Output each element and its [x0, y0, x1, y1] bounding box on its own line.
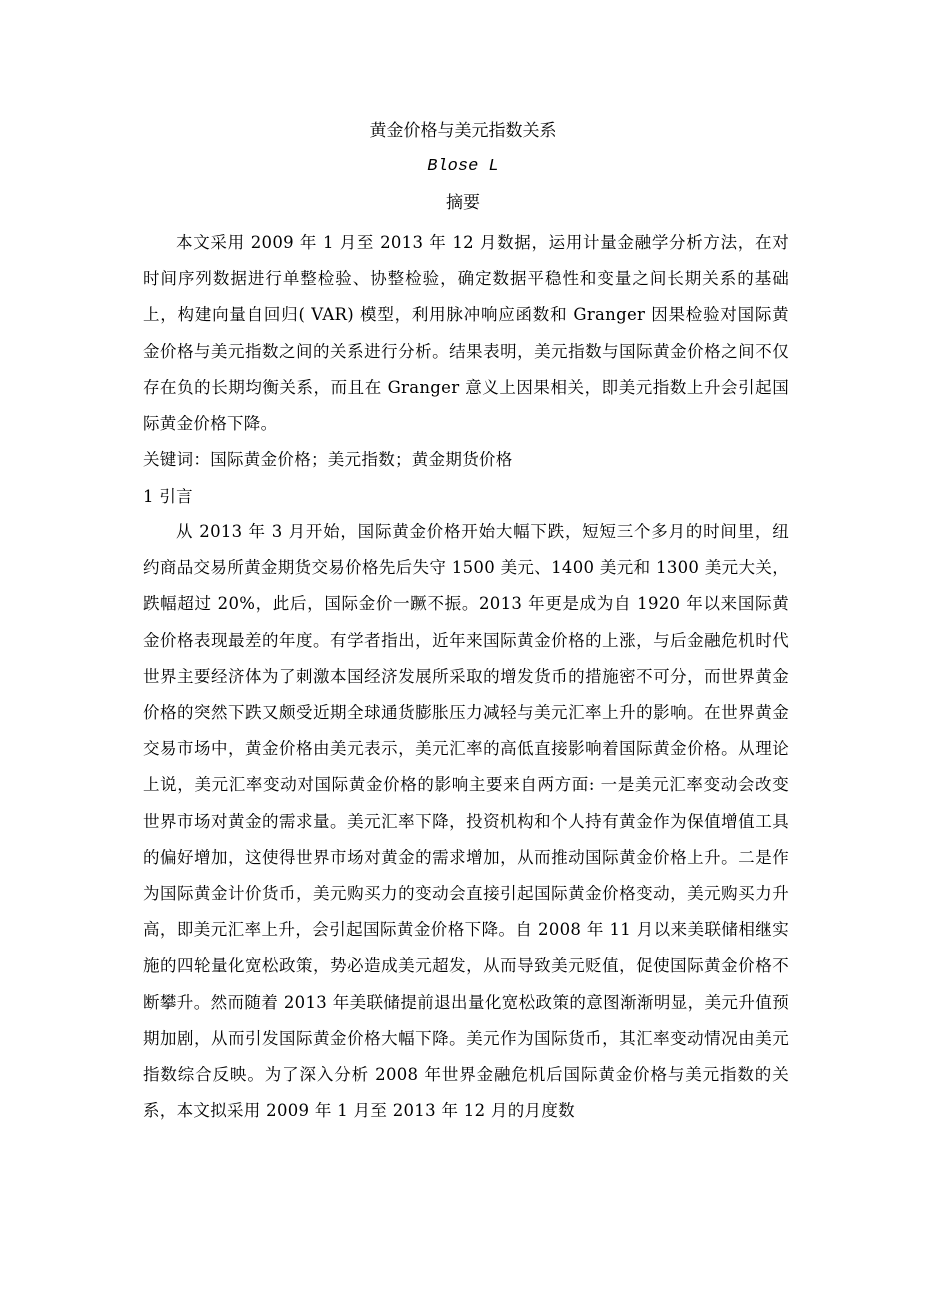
- abstract-heading: 摘要: [446, 193, 480, 213]
- section-heading-introduction: 1 引言: [143, 487, 193, 506]
- introduction-paragraph: 从 2013 年 3 月开始，国际黄金价格开始大幅下跌，短短三个多月的时间里，纽约商品交易所黄金期货交易价格先后失守 1500 美元、1400 美元和 1300 美元大关，跌幅超过 20%，此后，国际金价一蹶不振。2013 年更是成为自 1920 年以来国际黄金价格表现最差的年度。有学者指出，近年来国际黄金价格的上涨，与后金融危机时代世界主要经济体为了刺激本国经济发展所采取的增发货币的措施密不可分，而世界黄金价格的突然下跌又颇受近期全球通货膨胀压力减轻与美元汇率上升的影响。在世界黄金交易市场中，黄金价格由美元表示，美元汇率的高低直接影响着国际黄金价格。从理论上说，美元汇率变动对国际黄金价格的影响主要来自两方面: 一是美元汇率变动会改变世界市场对黄金的需求量。美元汇率下降，投资机构和个人持有黄金作为保值增值工具的偏好增加，这使得世界市场对黄金的需求增加，从而推动国际黄金价格上升。二是作为国际黄金计价货币，美元购买力的变动会直接引起国际黄金价格变动，美元购买力升高，即美元汇率上升，会引起国际黄金价格下降。自 2008 年 11 月以来美联储相继实施的四轮量化宽松政策，势必造成美元超发，从而导致美元贬值，促使国际黄金价格不断攀升。然而随着 2013 年美联储提前退出量化宽松政策的意图渐渐明显，美元升值预期加剧，从而引发国际黄金价格大幅下降。美元作为国际货币，其汇率变动情况由美元指数综合反映。为了深入分析 2008 年世界金融危机后国际黄金价格与美元指数的关系，本文拟采用 2009 年 1 月至 2013 年 12 月的月度数: [143, 522, 789, 1121]
- paper-author: Blose L: [427, 157, 499, 176]
- abstract-paragraph: 本文采用 2009 年 1 月至 2013 年 12 月数据，运用计量金融学分析方法，在对时间序列数据进行单整检验、协整检验，确定数据平稳性和变量之间长期关系的基础上，构建向量自回归( VAR) 模型，利用脉冲响应函数和 Granger 因果检验对国际黄金价格与美元指数之间的关系进行分析。结果表明，美元指数与国际黄金价格之间不仅存在负的长期均衡关系，而且在 Granger 意义上因果相关，即美元指数上升会引起国际黄金价格下降。: [143, 233, 789, 434]
- paper-title: 黄金价格与美元指数关系: [369, 121, 557, 141]
- keywords-line: 关键词：国际黄金价格；美元指数；黄金期货价格: [143, 450, 513, 469]
